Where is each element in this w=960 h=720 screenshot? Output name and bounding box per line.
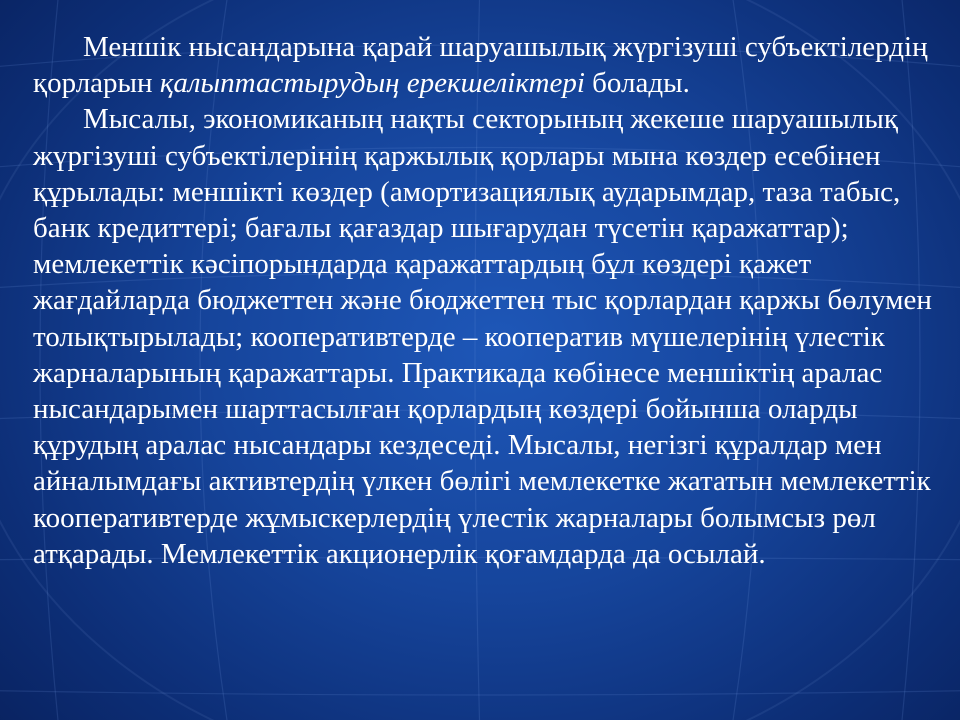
paragraph-1-text-end: болады.	[584, 67, 690, 100]
paragraph-1	[33, 29, 933, 101]
paragraph-1-text-start: Меншік нысандарына қарай шаруашылық жүргізуші субъектілердің қорларын	[33, 31, 928, 100]
slide-text-body	[33, 29, 933, 572]
paragraph-2: Мысалы, экономиканың нақты секторының жекеше шаруашылық жүргізуші субъектілерінің қаржылық қорлары мына көздер есебінен құрылады: меншікті көздер (амортизациялық аударымдар, таза табыс, банк кредиттері; бағалы қағаздар шығарудан түсетін қаражаттар); мемлекеттік кәсіпорындарда қаражаттардың бұл көздері қажет жағдайларда бюджеттен және бюджеттен тыс қорлардан қаржы бөлумен толықтырылады; кооперативтерде – кооператив мүшелерінің үлестік жарналарының қаражаттары. Практикада көбінесе меншіктің аралас нысандарымен шарттасылған қорлардың көздері бойынша оларды құрудың аралас нысандары кездеседі. Мысалы, негізгі құралдар мен айналымдағы активтердің үлкен бөлігі мемлекетке жататын мемлекеттік кооперативтерде жұмыскерлердің үлестік жарналары болымсыз рөл атқарады. Мемлекеттік акционерлік қоғамдарда да осылай.	[33, 103, 932, 570]
paragraph-1-emphasis: қалыптастырудың ерекшеліктері	[159, 67, 585, 100]
